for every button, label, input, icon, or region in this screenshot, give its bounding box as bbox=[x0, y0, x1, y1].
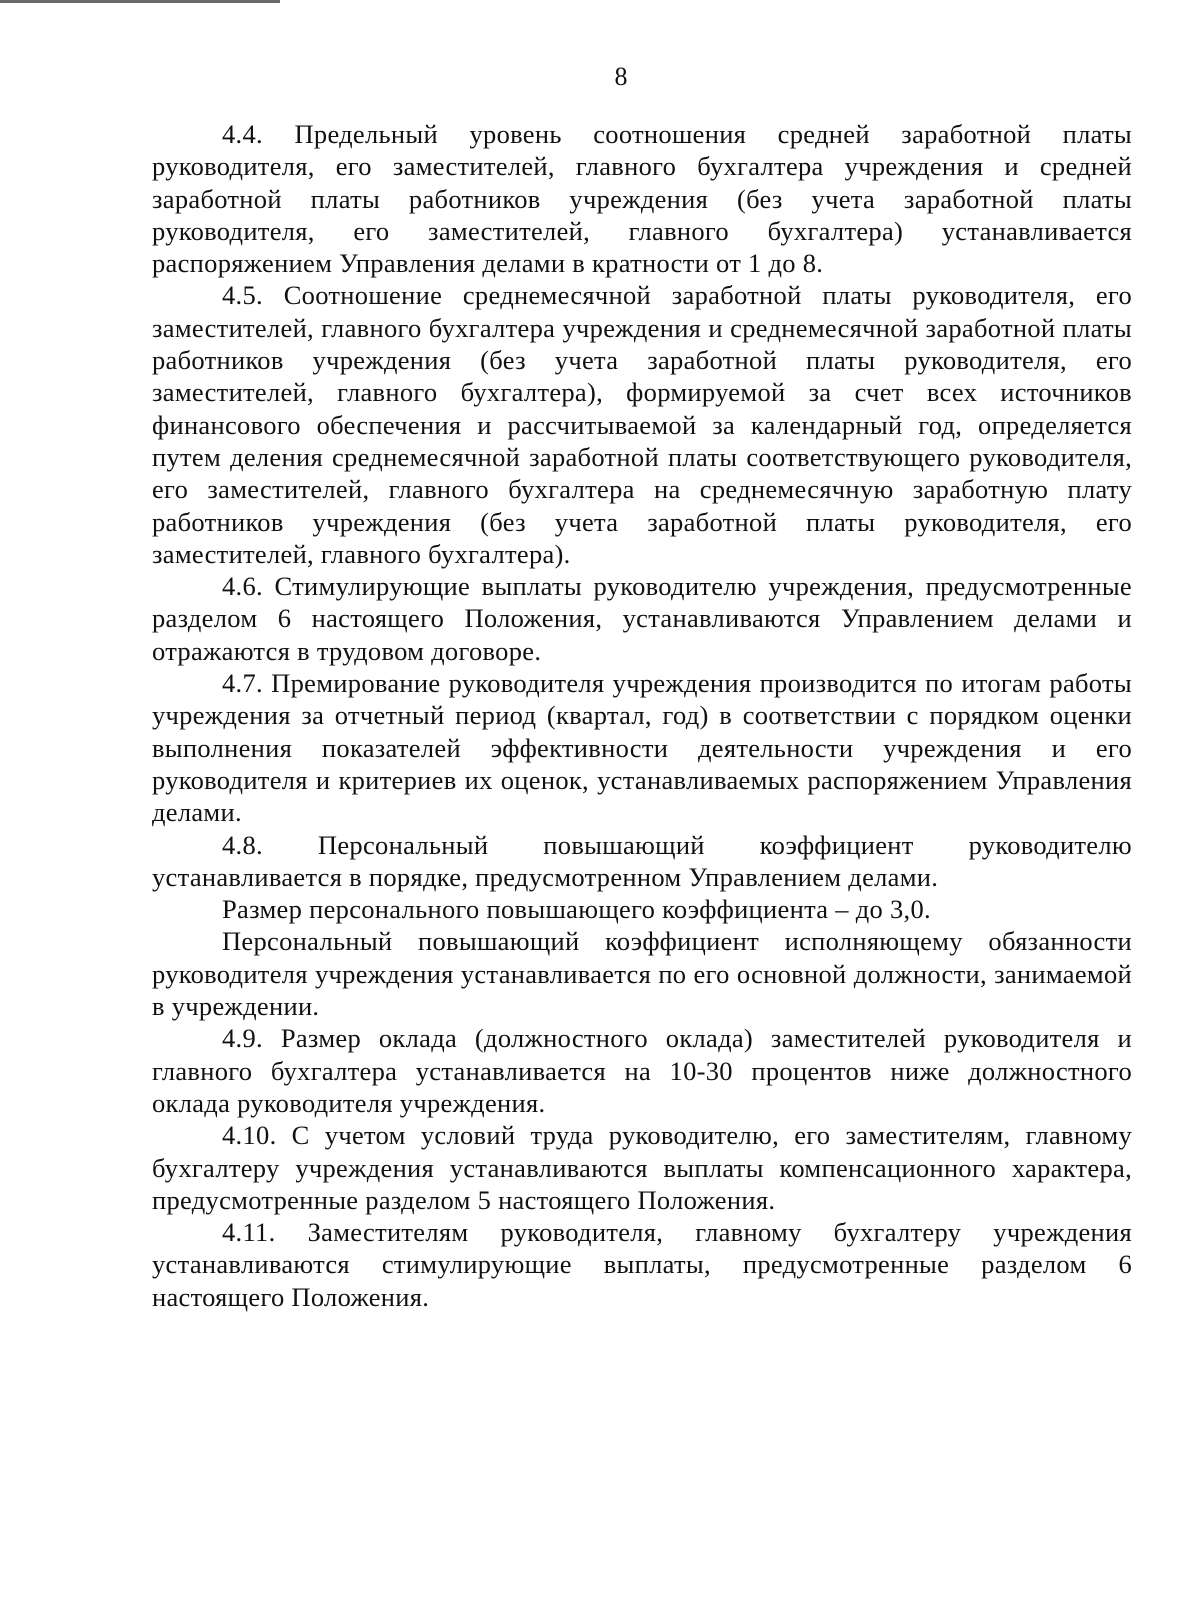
paragraph-coefficient-size: Размер персонального повышающего коэффициента – до 3,0. bbox=[222, 894, 931, 925]
paragraph-4-8: 4.8. Персональный повышающий коэффициент руководителю устанавливается в порядке, предусмотренном Управлением делами. bbox=[152, 829, 1132, 892]
paragraph-4-9: 4.9. Размер оклада (должностного оклада) заместителей руководителя и главного бухгалтера устанавливается на 10-30 процентов ниже должностного оклада руководителя учреждения. bbox=[152, 1023, 1132, 1118]
paragraph-4-11: 4.11. Заместителям руководителя, главному бухгалтеру учреждения устанавливаются стимулирующие выплаты, предусмотренные разделом 6 настоящего Положения. bbox=[152, 1217, 1132, 1312]
paragraph-4-6: 4.6. Стимулирующие выплаты руководителю учреждения, предусмотренные разделом 6 настоящего Положения, устанавливаются Управлением делами и отражаются в трудовом договоре. bbox=[152, 571, 1132, 666]
paragraph-4-10: 4.10. С учетом условий труда руководителю, его заместителям, главному бухгалтеру учреждения устанавливаются выплаты компенсационного характера, предусмотренные разделом 5 настоящего Положения. bbox=[152, 1120, 1132, 1215]
paragraph-4-4: 4.4. Предельный уровень соотношения средней заработной платы руководителя, его заместителей, главного бухгалтера учреждения и средней заработной платы работников учреждения (без учета заработной платы руководителя, его заместителей, главного бухгалтера) устанавливается распоряжением Управления делами в кратности от 1 до 8. bbox=[152, 119, 1132, 279]
paragraph-4-7: 4.7. Премирование руководителя учреждения производится по итогам работы учреждения за отчетный период (квартал, год) в соответствии с порядком оценки выполнения показателей эффективности деятельности учреждения и его руководителя и критериев их оценок, устанавливаемых распоряжением Управления делами. bbox=[152, 668, 1132, 828]
scan-edge-line bbox=[0, 0, 280, 3]
paragraph-acting-head-coefficient: Персональный повышающий коэффициент исполняющему обязанности руководителя учреждения устанавливается по его основной должности, занимаемой в учреждении. bbox=[152, 926, 1132, 1022]
paragraph-4-5: 4.5. Соотношение среднемесячной заработной платы руководителя, его заместителей, главного бухгалтера учреждения и среднемесячной заработной платы работников учреждения (без учета заработной платы руководителя, его заместителей, главного бухгалтера), формируемой за счет всех источников финансового обеспечения и рассчитываемой за календарный год, определяется путем деления среднемесячной заработной платы соответствующего руководителя, его заместителей, главного бухгалтера на среднемесячную заработную плату работников учреждения (без учета заработной платы руководителя, его заместителей, главного бухгалтера). bbox=[152, 280, 1132, 569]
page-number: 8 bbox=[614, 62, 628, 91]
document-body bbox=[152, 118, 1132, 1313]
